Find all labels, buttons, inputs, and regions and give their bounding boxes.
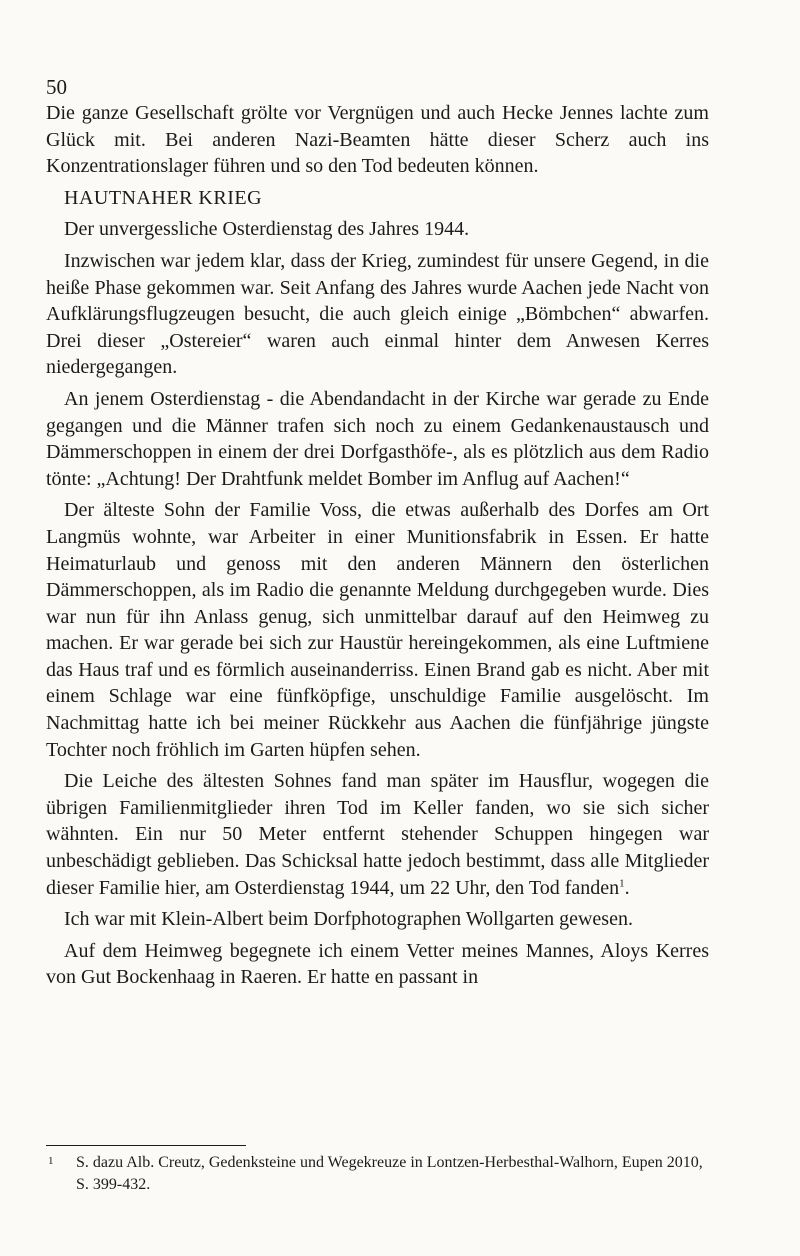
section-heading: HAUTNAHER KRIEG	[64, 186, 263, 209]
paragraph-end: .	[624, 876, 630, 899]
footnote-text: S. dazu Alb. Creutz, Gedenksteine und Wegekreuze in Lontzen-Herbesthal-Walhorn, Eupen 2010, S. 399-432.	[76, 1154, 703, 1193]
paragraph: Der älteste Sohn der Familie Voss, die etwas außerhalb des Dorfes am Ort Langmüs wohnte, war Arbeiter in einer Munitionsfabrik in Essen. Er hatte Heimaturlaub und genoss mit den anderen Männern den österlichen Dämmerschoppen, als im Radio die genannte Meldung durchgegeben wurde. Dies war nun für ihn Anlass genug, sich unmittelbar darauf auf den Heimweg zu machen. Er war gerade bei sich zur Haustür hereingekommen, als eine Luftmiene das Haus traf und es förmlich auseinanderriss. Einen Brand gab es nicht. Aber mit einem Schlage war eine fünfköpfige, unschuldige Familie ausgelöscht. Im Nachmittag hatte ich bei meiner Rückkehr aus Aachen die fünfjährige jüngste Tochter noch fröhlich im Garten hüpfen sehen.	[46, 499, 709, 761]
footnote	[46, 1152, 709, 1196]
footnote-reference[interactable]: 1	[619, 876, 625, 889]
paragraph: Die ganze Gesellschaft grölte vor Vergnügen und auch Hecke Jennes lachte zum Glück mit. Bei anderen Nazi-Beamten hätte dieser Scherz auch ins Konzentrationslager führen und so den Tod bedeuten können.	[46, 102, 709, 178]
footnote-marker: 1	[48, 1155, 54, 1167]
paragraph-text: Die Leiche des ältesten Sohnes fand man später im Hausflur, wogegen die übrigen Familienmitglieder ihren Tod im Keller fanden, wo sie sich sicher wähnten. Ein nur 50 Meter entfernt stehender Schuppen hingegen war unbeschädigt geblieben. Das Schicksal hatte jedoch bestimmt, dass alle Mitglieder dieser Familie hier, am Osterdienstag 1944, um 22 Uhr, den Tod fanden	[46, 770, 709, 899]
paragraph: Inzwischen war jedem klar, dass der Krieg, zumindest für unsere Gegend, in die heiße Phase gekommen war. Seit Anfang des Jahres wurde Aachen jede Nacht von Aufklärungsflugzeugen besucht, die auch gleich einige „Bömbchen“ abwarfen. Drei dieser „Ostereier“ waren auch einmal hinter dem Anwesen Kerres niedergegangen.	[46, 249, 709, 379]
paragraph: Ich war mit Klein-Albert beim Dorfphotographen Wollgarten gewesen.	[64, 908, 633, 931]
footnote-divider	[46, 1145, 246, 1146]
paragraph-with-footnote	[46, 768, 709, 901]
paragraph: Der unvergessliche Osterdienstag des Jahres 1944.	[64, 218, 470, 241]
paragraph: An jenem Osterdienstag - die Abendandacht in der Kirche war gerade zu Ende gegangen und die Männer trafen sich noch zu einem Gedankenaustausch und Dämmerschoppen in einem der drei Dorfgasthöfe-, als es plötzlich aus dem Radio tönte: „Achtung! Der Drahtfunk meldet Bomber im Anflug auf Aachen!“	[46, 387, 709, 490]
page-number: 50	[46, 75, 67, 99]
body-text	[46, 100, 709, 996]
paragraph: Auf dem Heimweg begegnete ich einem Vetter meines Mannes, Aloys Kerres von Gut Bockenhaag in Raeren. Er hatte en passant in	[46, 939, 709, 989]
